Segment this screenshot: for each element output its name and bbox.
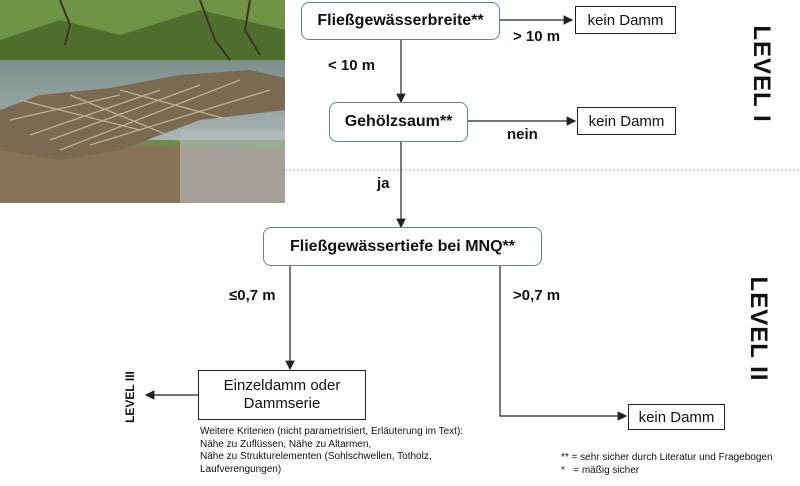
edge-label-le07: ≤0,7 m — [229, 287, 276, 304]
level-1-label: LEVEL I — [748, 25, 775, 123]
edge-label-lt10: < 10 m — [328, 57, 376, 74]
node-fliessgewaesserbreite — [301, 2, 500, 40]
level-2-label: LEVEL II — [745, 276, 772, 382]
certainty-legend: ** = sehr sicher durch Literatur und Fragebogen * = mäßig sicher — [561, 452, 773, 476]
node-einzeldamm: Einzeldamm oder Dammserie — [198, 370, 366, 420]
node-label: Fließgewässerbreite** — [317, 12, 484, 29]
edge-label-ja: ja — [377, 175, 390, 192]
node-kein-damm-2: kein Damm — [577, 107, 676, 135]
node-gehoelzsaum — [329, 102, 468, 142]
node-label: Gehölzsaum** — [344, 113, 453, 130]
node-label: Fließgewässertiefe bei MNQ** — [290, 237, 515, 255]
edge-label-nein: nein — [507, 126, 538, 143]
edge-label-gt10: > 10 m — [513, 28, 561, 45]
criteria-notes: Weitere Kriterien (nicht parametrisiert, Erläuterung im Text): Nähe zu Zuflüssen, Nähe zu Altarmen, Nähe zu Strukturelementen (Sohlschwellen, Totholz, Laufverengungen) — [200, 426, 464, 475]
node-fliessgewaessertiefe — [263, 227, 542, 266]
level-3-label: LEVEL III — [123, 371, 137, 423]
edge-label-gt07: >0,7 m — [513, 287, 561, 304]
node-kein-damm-1: kein Damm — [575, 6, 676, 34]
node-kein-damm-3: kein Damm — [628, 404, 725, 430]
